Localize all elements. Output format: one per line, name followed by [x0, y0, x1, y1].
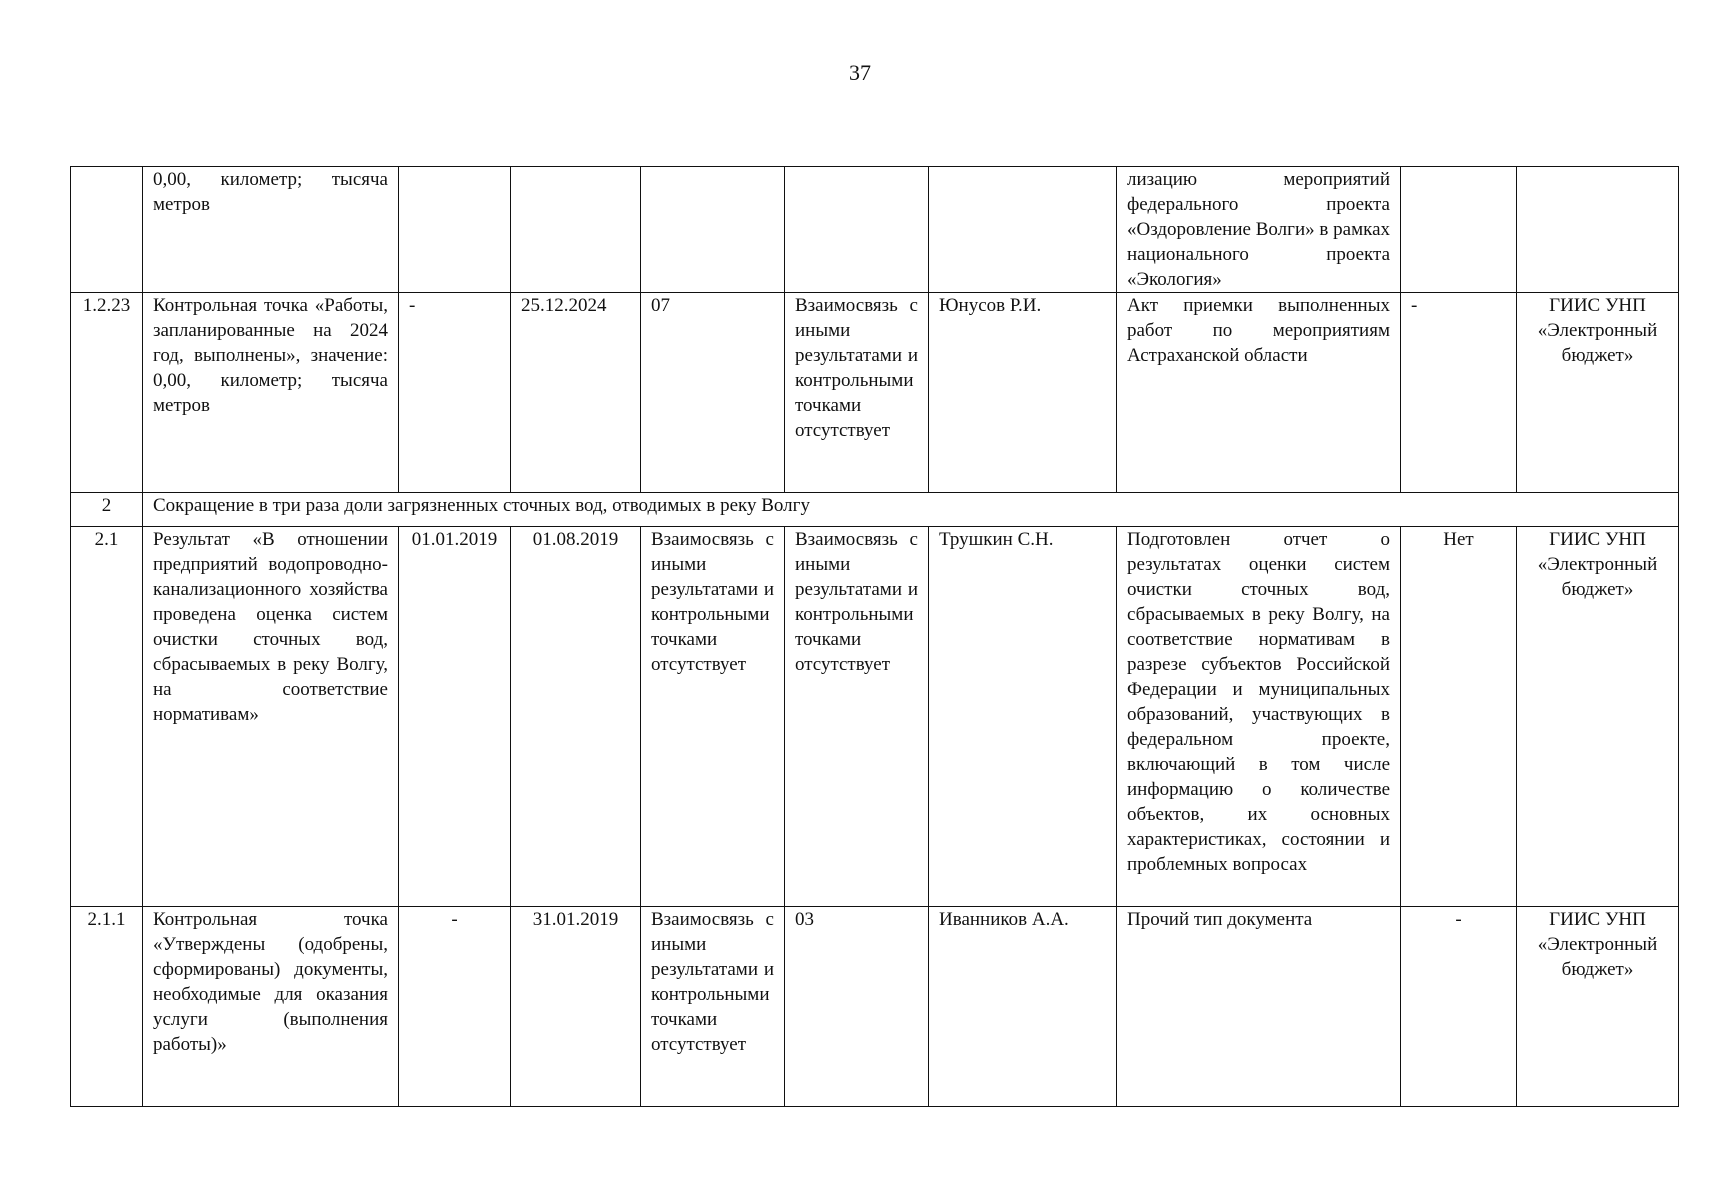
table-row [71, 293, 1679, 493]
row-system [1517, 167, 1679, 293]
row-number: 2.1.1 [71, 907, 143, 1107]
section-title: Сокращение в три раза доли загрязненных сточных вод, отводимых в реку Волгу [143, 493, 1679, 527]
row-system: ГИИС УНП «Электронный бюджет» [1517, 293, 1679, 493]
row-predecessors: 07 [641, 293, 785, 493]
row-level: - [1401, 907, 1517, 1107]
row-responsible [929, 167, 1117, 293]
row-successors: 03 [785, 907, 929, 1107]
row-level [1401, 167, 1517, 293]
section-row [71, 493, 1679, 527]
row-start-date [399, 167, 511, 293]
row-number [71, 167, 143, 293]
row-document: лизацию мероприятий федерального проекта «Оздоровление Волги» в рамках национального проекта «Экология» [1117, 167, 1401, 293]
row-name: Контрольная точка «Утверждены (одобрены, сформированы) документы, необходимые для оказания услуги (выполнения работы)» [143, 907, 399, 1107]
row-level: - [1401, 293, 1517, 493]
row-successors: Взаимосвязь с иными результатами и контрольными точками отсутствует [785, 293, 929, 493]
row-start-date: - [399, 293, 511, 493]
row-start-date: 01.01.2019 [399, 527, 511, 907]
row-document: Подготовлен отчет о результатах оценки систем очистки сточных вод, сбрасываемых в реку Волгу, на соответствие нормативам в разрезе субъектов Российской Федерации и муниципальных образований, участвующих в федеральном проекте, включающий в том числе информацию о количестве объектов, их основных характеристиках, состоянии и проблемных вопросах [1117, 527, 1401, 907]
row-system: ГИИС УНП «Электронный бюджет» [1517, 907, 1679, 1107]
row-number: 2.1 [71, 527, 143, 907]
row-successors: Взаимосвязь с иными результатами и контрольными точками отсутствует [785, 527, 929, 907]
page-number: 37 [849, 60, 871, 85]
row-name: Результат «В отношении предприятий водопроводно-канализационного хозяйства проведена оценка систем очистки сточных вод, сбрасываемых в реку Волгу, на соответствие нормативам» [143, 527, 399, 907]
row-document: Прочий тип документа [1117, 907, 1401, 1107]
row-number: 1.2.23 [71, 293, 143, 493]
section-number: 2 [71, 493, 143, 527]
row-name: Контрольная точка «Работы, запланированные на 2024 год, выполнены», значение: 0,00, километр; тысяча метров [143, 293, 399, 493]
row-name: 0,00, километр; тысяча метров [143, 167, 399, 293]
row-end-date: 25.12.2024 [511, 293, 641, 493]
control-points-table [70, 166, 1679, 1107]
row-predecessors: Взаимосвязь с иными результатами и контрольными точками отсутствует [641, 907, 785, 1107]
table-row [71, 527, 1679, 907]
row-document: Акт приемки выполненных работ по мероприятиям Астраханской области [1117, 293, 1401, 493]
row-level: Нет [1401, 527, 1517, 907]
row-predecessors [641, 167, 785, 293]
table-row [71, 907, 1679, 1107]
row-successors [785, 167, 929, 293]
row-end-date [511, 167, 641, 293]
row-responsible: Юнусов Р.И. [929, 293, 1117, 493]
row-responsible: Иванников А.А. [929, 907, 1117, 1107]
row-predecessors: Взаимосвязь с иными результатами и контрольными точками отсутствует [641, 527, 785, 907]
row-responsible: Трушкин С.Н. [929, 527, 1117, 907]
table-row [71, 167, 1679, 293]
row-end-date: 01.08.2019 [511, 527, 641, 907]
row-system: ГИИС УНП «Электронный бюджет» [1517, 527, 1679, 907]
row-end-date: 31.01.2019 [511, 907, 641, 1107]
row-start-date: - [399, 907, 511, 1107]
